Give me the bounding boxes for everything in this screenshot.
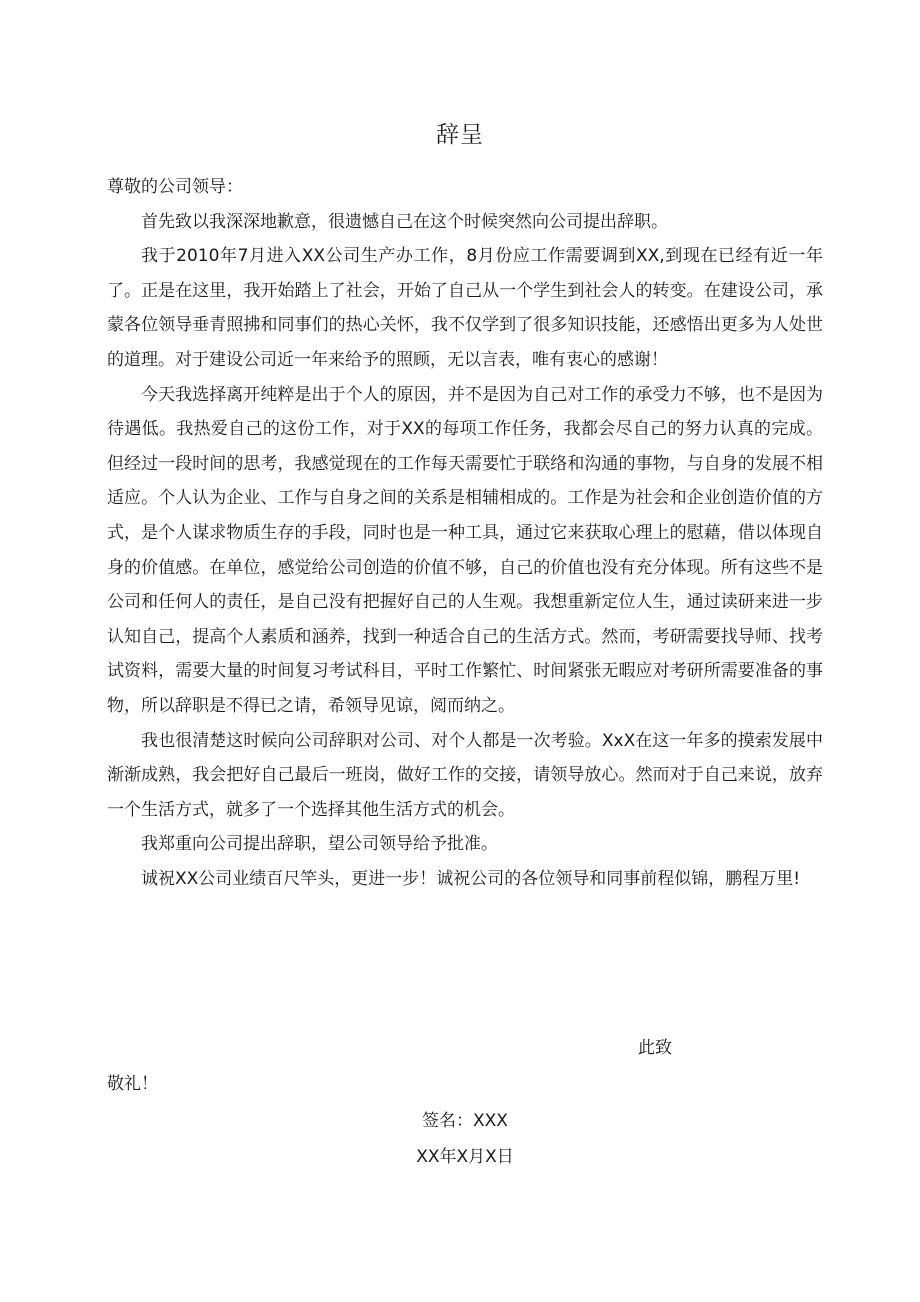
paragraph-request: 我郑重向公司提出辞职，望公司领导给予批准。 xyxy=(141,834,498,855)
document-title: 辞呈 xyxy=(436,122,484,148)
paragraph-background: 我于2010年7月进入XX公司生产办工作，8月份应工作需要调到XX,到现在已经有近一年了。正是在这里，我开始踏上了社会，开始了自己从一个学生到社会人的转变。在建设公司，承蒙各位领导垂青照拂和同事们的热心关怀，我不仅学到了很多知识技能，还感悟出更多为人处世的道理。对于建设公司近一年来给予的照顾，无以言表，唯有衷心的感谢！ xyxy=(107,246,823,370)
salutation: 尊敬的公司领导： xyxy=(107,177,243,197)
signature-line: 签名：XXX xyxy=(422,1111,508,1131)
closing-phrase: 此致 xyxy=(638,1038,672,1058)
paragraph-apology: 首先致以我深深地歉意，很遗憾自己在这个时候突然向公司提出辞职。 xyxy=(141,211,668,232)
paragraph-reasons: 今天我选择离开纯粹是出于个人的原因，并不是因为自己对工作的承受力不够，也不是因为待遇低。我热爱自己的这份工作，对于XX的每项工作任务，我都会尽自己的努力认真的完成。但经过一段时间的思考，我感觉现在的工作每天需要忙于联络和沟通的事物，与自身的发展不相适应。个人认为企业、工作与自身之间的关系是相辅相成的。工作是为社会和企业创造价值的方式，是个人谋求物质生存的手段，同时也是一种工具，通过它来获取心理上的慰藉，借以体现自身的价值感。在单位，感觉给公司创造的价值不够，自己的价值也没有充分体现。所有这些不是公司和任何人的责任，是自己没有把握好自己的人生观。我想重新定位人生，通过读研来进一步认知自己，提高个人素质和涵养，找到一种适合自己的生活方式。然而，考研需要找导师、找考试资料，需要大量的时间复习考试科目，平时工作繁忙、时间紧张无暇应对考研所需要准备的事物，所以辞职是不得已之请，希领导见谅，阅而纳之。 xyxy=(107,384,823,716)
paragraph-wishes: 诚祝XX公司业绩百尺竿头，更进一步！诚祝公司的各位领导和同事前程似锦，鹏程万里! xyxy=(141,868,801,889)
paragraph-handover: 我也很清楚这时候向公司辞职对公司、对个人都是一次考验。XxX在这一年多的摸索发展中渐渐成熟，我会把好自己最后一班岗，做好工作的交接，请领导放心。然而对于自己来说，放弃一个生活方式，就多了一个选择其他生活方式的机会。 xyxy=(107,730,823,820)
date-line: XX年X月X日 xyxy=(416,1147,514,1167)
respect-phrase: 敬礼！ xyxy=(107,1074,158,1094)
letter-body xyxy=(107,170,823,896)
